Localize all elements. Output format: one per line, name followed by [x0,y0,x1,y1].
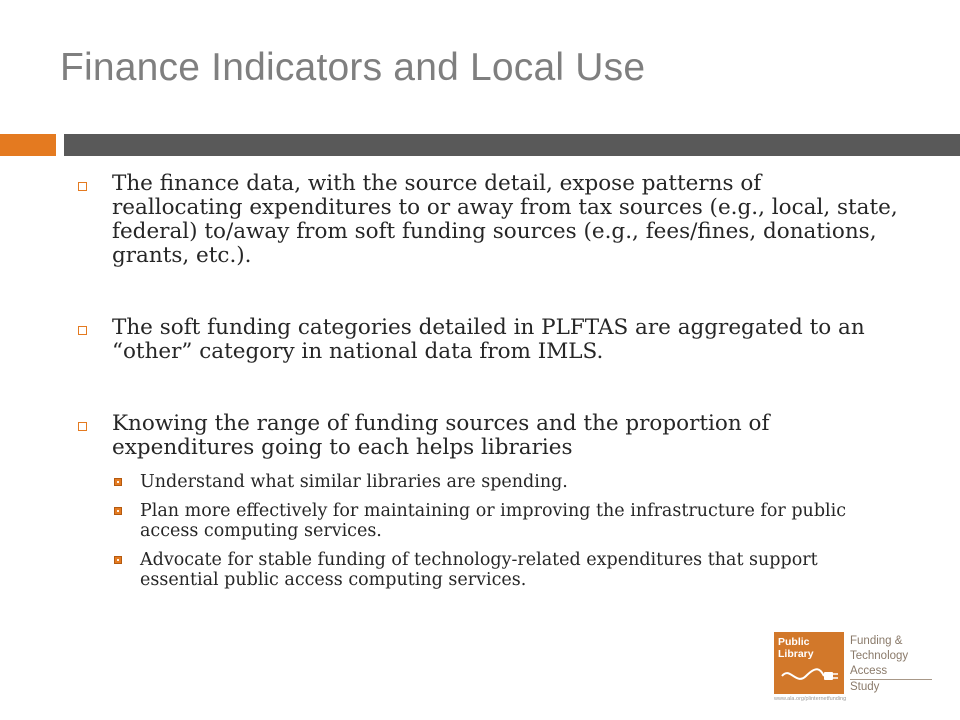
bullet-list [78,172,898,599]
bullet-item [78,316,898,364]
sub-bullet-item [78,550,898,590]
filled-square-bullet-icon [114,507,122,515]
bullet-text: The finance data, with the source detail, expose patterns of reallocating expenditures to or away from tax sources (e.g., local, state, federal) to/away from soft funding sources (e.g., fees/fines, donations, grants, etc.). [112,171,898,268]
sub-bullet-item [78,501,898,541]
sub-bullet-text: Advocate for stable funding of technology-related expenditures that support essential public access computing services. [140,550,818,590]
filled-square-bullet-icon [114,478,122,486]
logo-line-1: Funding & [850,635,903,647]
hollow-square-bullet-icon [78,326,87,335]
sub-bullet-item [78,472,898,492]
logo-orange-box [774,632,844,694]
logo-box-text: Public Library [778,636,814,660]
bullet-text: The soft funding categories detailed in PLFTAS are aggregated to an “other” category in national data from IMLS. [112,315,865,364]
study-logo [774,632,932,704]
sub-bullet-text: Understand what similar libraries are spending. [140,472,568,492]
hollow-square-bullet-icon [78,182,87,191]
header-bar [64,134,960,156]
logo-wordmark [850,634,932,695]
logo-line-3: Study [850,681,880,693]
accent-bar [0,134,56,156]
logo-url: www.ala.org/plinternetfunding [774,696,847,702]
sub-bullet-text: Plan more effectively for maintaining or improving the infrastructure for public access computing services. [140,501,847,541]
bullet-text: Knowing the range of funding sources and the proportion of expenditures going to each helps libraries [112,411,770,460]
slide-title: Finance Indicators and Local Use [60,46,646,89]
filled-square-bullet-icon [114,556,122,564]
plug-cable-icon [780,662,840,688]
sub-bullet-list [78,472,898,590]
hollow-square-bullet-icon [78,422,87,431]
bullet-item [78,172,898,268]
bullet-item [78,412,898,460]
logo-line-2: Technology Access [850,649,932,680]
